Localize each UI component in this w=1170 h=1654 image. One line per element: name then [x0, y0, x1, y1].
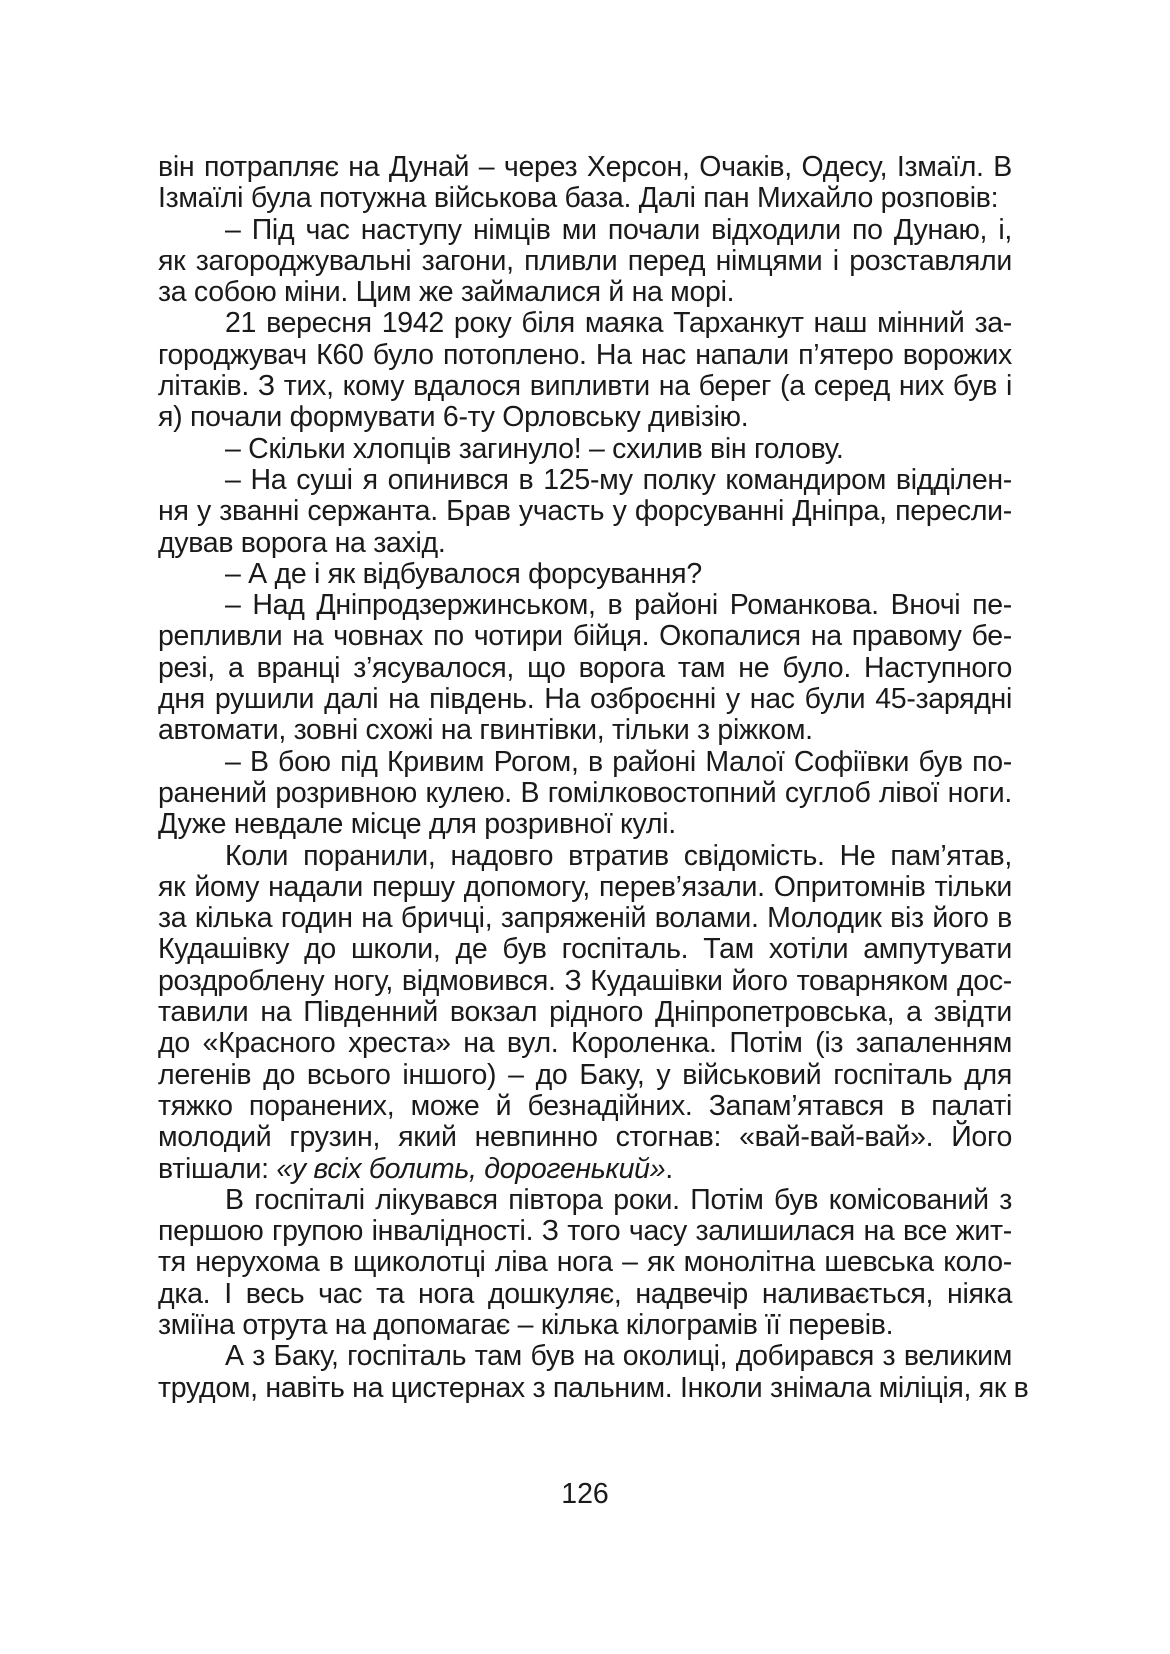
text-line — [158, 402, 1012, 433]
text-line — [158, 465, 1012, 496]
text-line — [158, 1279, 1012, 1310]
text-line-content: за кілька годин на бричці, запряженій волами. Молодик віз його в — [158, 902, 1012, 935]
text-line — [158, 715, 1012, 746]
text-line-content: – На суші я опинився в 125-му полку командиром відділен- — [225, 463, 1012, 496]
text-line-content: втішали: — [158, 1152, 277, 1185]
text-line — [158, 277, 1012, 308]
text-line — [158, 215, 1012, 246]
text-line — [158, 590, 1012, 621]
text-line-content: ранений розривною кулею. В гомілковостопний суглоб лівої ноги. — [158, 776, 1012, 809]
text-line-content: дка. І весь час та нога дошкуляє, надвечір наливається, ніяка — [158, 1277, 1012, 1310]
text-line-content: – А де і як відбувалося форсування? — [225, 557, 702, 590]
text-line-content: В госпіталі лікувався півтора роки. Потім був комісований з — [225, 1183, 1012, 1216]
text-line — [158, 1060, 1012, 1091]
text-line — [158, 997, 1012, 1028]
text-line-content: тяжко поранених, може й безнадійних. Запам’ятався в палаті — [158, 1089, 1012, 1122]
text-line — [158, 1216, 1012, 1247]
text-line-content: Дуже невдале місце для розривної кулі. — [158, 808, 676, 841]
text-line-content: дував ворога на захід. — [158, 526, 446, 559]
text-line — [158, 496, 1012, 527]
text-line-content: першою групою інвалідності. З того часу залишилася на все жит- — [158, 1215, 1012, 1248]
text-line-content: А з Баку, госпіталь там був на околиці, добирався з великим — [225, 1340, 1012, 1373]
text-line — [158, 1310, 1012, 1341]
text-line — [158, 371, 1012, 402]
text-line — [158, 308, 1012, 339]
text-line-content: роздроблену ногу, відмовився. З Кудашівки його товарняком дос- — [158, 964, 1012, 997]
text-line — [158, 809, 1012, 840]
text-line — [158, 653, 1012, 684]
text-line-content: Коли поранили, надовго втратив свідомість. Не пам’ятав, — [225, 839, 1012, 872]
text-line — [158, 966, 1012, 997]
text-line-content: тя нерухома в щиколотці ліва нога – як монолітна шевська коло- — [158, 1246, 1012, 1279]
text-line — [158, 183, 1012, 214]
text-line-content: репливли на човнах по чотири бійця. Окопалися на правому бе- — [158, 620, 1012, 653]
text-line — [158, 621, 1012, 652]
text-line — [158, 747, 1012, 778]
text-line — [158, 1341, 1012, 1372]
text-line — [158, 152, 1012, 183]
text-line — [158, 1028, 1012, 1059]
page-body — [158, 151, 1029, 1404]
text-line-content: Кудашівку до школи, де був госпіталь. Там хотіли ампутувати — [158, 933, 1012, 966]
text-line-content: – Скільки хлопців загинуло! – схилив він голову. — [225, 432, 844, 465]
text-line — [158, 872, 1012, 903]
text-line-content: – Під час наступу німців ми почали відходили по Дунаю, і, — [225, 213, 1012, 246]
text-line — [158, 559, 1012, 590]
text-line — [158, 841, 1012, 872]
text-line-content: 21 вересня 1942 року біля маяка Тарханкут наш мінний за- — [225, 307, 1012, 340]
text-line — [158, 684, 1012, 715]
text-line-content: трудом, навіть на цистернах з пальним. Інколи знімала міліція, як в — [158, 1371, 1029, 1404]
text-line-content: – Над Дніпродзержинськом, в районі Романкова. Вночі пе- — [225, 589, 1012, 622]
text-line-content: молодий грузин, який невпинно стогнав: «вай-вай-вай». Його — [158, 1121, 1012, 1154]
text-line — [158, 1371, 1029, 1404]
text-line — [158, 1091, 1012, 1122]
text-line-content: зміїна отрута на допомагає – кілька кілограмів її перевів. — [158, 1308, 894, 1341]
text-line-content: резі, а вранці з’ясувалося, що ворога там не було. Наступного — [158, 651, 1012, 684]
text-line-content: городжувач К60 було потоплено. На нас напали п’ятеро ворожих — [158, 338, 1012, 371]
text-line-content: він потрапляє на Дунай – через Херсон, Очаків, Одесу, Ізмаїл. В — [158, 151, 1012, 183]
text-line — [158, 434, 1012, 465]
text-line-tail: . — [665, 1152, 673, 1185]
text-line — [158, 1154, 1012, 1185]
text-line-content: автомати, зовні схожі на гвинтівки, тільки з ріжком. — [158, 714, 813, 747]
text-line-content: як загороджувальні загони, пливли перед німцями і розставляли — [158, 244, 1012, 277]
text-line-content: легенів до всього іншого) – до Баку, у військовий госпіталь для — [158, 1058, 1012, 1091]
text-line-content: – В бою під Кривим Рогом, в районі Малої Софіївки був по- — [225, 745, 1012, 778]
text-line-content: за собою міни. Цим же займалися й на морі. — [158, 276, 735, 309]
text-line — [158, 934, 1012, 965]
text-line — [158, 1185, 1012, 1216]
text-line-content: Ізмаїлі була потужна військова база. Далі пан Михайло розповів: — [158, 182, 999, 215]
text-line — [158, 246, 1012, 277]
text-line — [158, 903, 1012, 934]
text-line — [158, 528, 1012, 559]
page-number: 126 — [561, 1478, 609, 1510]
text-line — [158, 1247, 1012, 1278]
text-line-content: до «Красного хреста» на вул. Короленка. Потім (із запаленням — [158, 1027, 1012, 1060]
text-line-content: ня у званні сержанта. Брав участь у форсуванні Дніпра, пересли- — [158, 495, 1012, 528]
text-line — [158, 340, 1012, 371]
text-line — [158, 1122, 1012, 1153]
text-line-content: тавили на Південний вокзал рідного Дніпропетровська, а звідти — [158, 996, 1012, 1029]
text-line-content: я) почали формувати 6-ту Орловську дивізію. — [158, 401, 749, 434]
italic-quote: «у всіх болить, дорогенький» — [276, 1152, 666, 1185]
text-line — [158, 778, 1012, 809]
text-line-content: дня рушили далі на південь. На озброєнні у нас були 45-зарядні — [158, 683, 1012, 716]
text-line-content: як йому надали першу допомогу, перев’язали. Опритомнів тільки — [158, 870, 1012, 903]
text-line-content: літаків. З тих, кому вдалося випливти на берег (а серед них був і — [158, 370, 1012, 403]
